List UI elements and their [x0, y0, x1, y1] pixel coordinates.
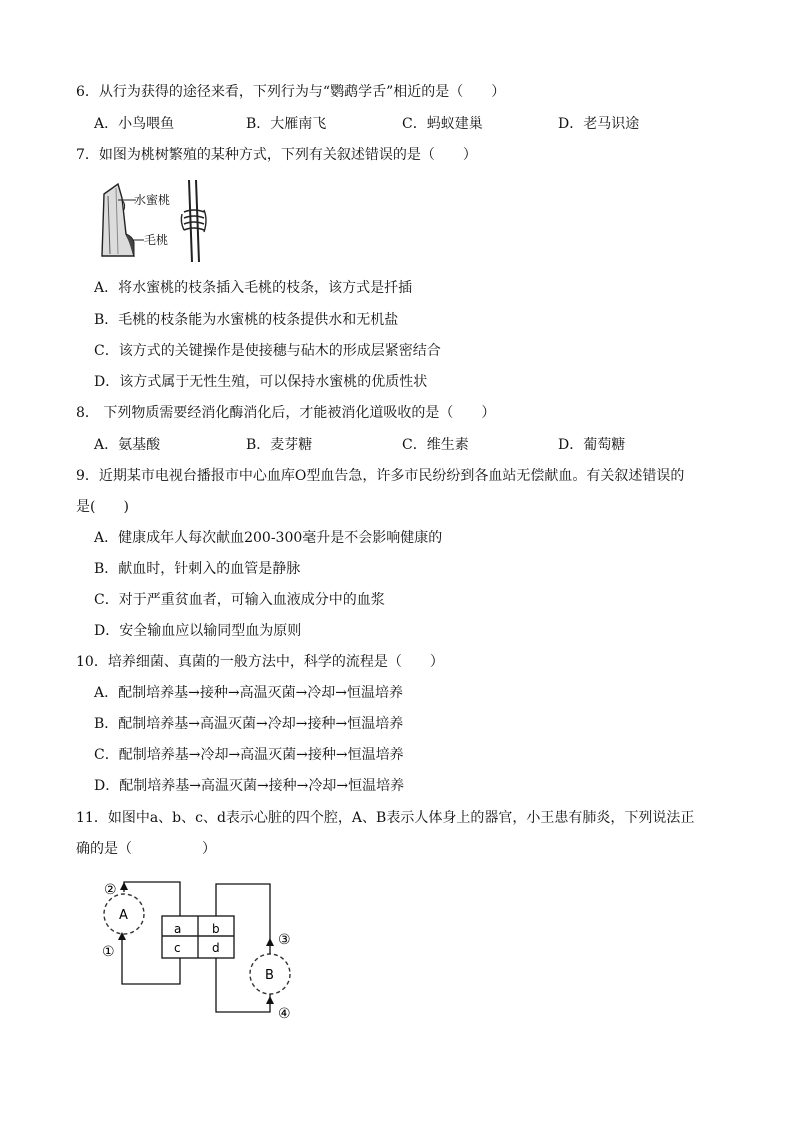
chamber-a-label: a — [174, 922, 182, 936]
grafting-figure — [96, 176, 216, 266]
q9-stem-line1: 9．近期某市电视台播报市中心血库O型血告急，许多市民纷纷到各血站无偿献血。有关叙述错误的 — [76, 468, 685, 484]
vessel-4-line — [216, 958, 270, 1012]
q9-stem-line2: 是( ) — [76, 499, 129, 515]
q8-option-b: B．麦芽糖 — [246, 437, 313, 453]
q9-option-d: D．安全输血应以输同型血为原则 — [94, 623, 302, 639]
q9-option-a: A．健康成年人每次献血200-300毫升是不会影响健康的 — [94, 530, 443, 546]
organ-b-label: B — [265, 968, 274, 983]
q8-option-d: D．葡萄糖 — [558, 437, 626, 453]
q10-stem: 10．培养细菌、真菌的一般方法中，科学的流程是（ ） — [76, 654, 444, 670]
q9-option-c: C．对于严重贫血者，可输入血液成分中的血浆 — [94, 592, 385, 608]
vessel-4-label: ④ — [278, 1006, 291, 1022]
q7-option-b: B．毛桃的枝条能为水蜜桃的枝条提供水和无机盐 — [94, 312, 399, 328]
q6-option-c: C．蚂蚁建巢 — [402, 116, 483, 132]
q8-option-a: A．氨基酸 — [94, 437, 161, 453]
q10-option-a: A．配制培养基→接种→高温灭菌→冷却→恒温培养 — [94, 685, 404, 701]
q6-stem: 6．从行为获得的途径来看，下列行为与“鹦鹉学舌”相近的是（ ） — [76, 84, 506, 100]
q8-option-c: C．维生素 — [402, 437, 469, 453]
q6-option-b: B．大雁南飞 — [246, 116, 327, 132]
heart-circulation-figure — [96, 874, 316, 1024]
chamber-c-label: c — [174, 941, 181, 955]
chamber-b-label: b — [212, 922, 220, 936]
q9-option-b: B．献血时，针刺入的血管是静脉 — [94, 561, 301, 577]
organ-a-label: A — [119, 908, 128, 923]
q6-option-d: D．老马识途 — [558, 116, 640, 132]
vessel-3-label: ③ — [278, 932, 291, 948]
figure-label-scion: 水蜜桃 — [134, 193, 171, 207]
chamber-d-label: d — [212, 941, 220, 955]
q10-option-d: D．配制培养基→高温灭菌→接种→冷却→恒温培养 — [94, 778, 405, 794]
q10-option-b: B．配制培养基→高温灭菌→冷却→接种→恒温培养 — [94, 716, 404, 732]
vessel-2-label: ② — [104, 882, 117, 898]
q7-option-c: C．该方式的关键操作是使接穗与砧木的形成层紧密结合 — [94, 343, 441, 359]
vessel-1-label: ① — [102, 944, 115, 960]
q6-option-a: A．小鸟喂鱼 — [94, 116, 175, 132]
q11-stem-line1: 11．如图中a、b、c、d表示心脏的四个腔，A、B表示人体身上的器官，小王患有肺炎，下列说法正 — [76, 810, 695, 826]
q7-option-d: D．该方式属于无性生殖，可以保持水蜜桃的优质性状 — [94, 374, 428, 390]
figure-label-stock: 毛桃 — [144, 233, 169, 247]
q11-stem-line2: 确的是（ ） — [76, 841, 216, 857]
vessel-2-line — [124, 882, 180, 916]
q8-stem: 8． 下列物质需要经消化酶消化后，才能被消化道吸收的是（ ） — [76, 405, 496, 421]
q10-option-c: C．配制培养基→冷却→高温灭菌→接种→恒温培养 — [94, 747, 404, 763]
q7-option-a: A．将水蜜桃的枝条插入毛桃的枝条，该方式是扦插 — [94, 280, 413, 296]
q7-stem: 7．如图为桃树繁殖的某种方式，下列有关叙述错误的是（ ） — [76, 147, 477, 163]
